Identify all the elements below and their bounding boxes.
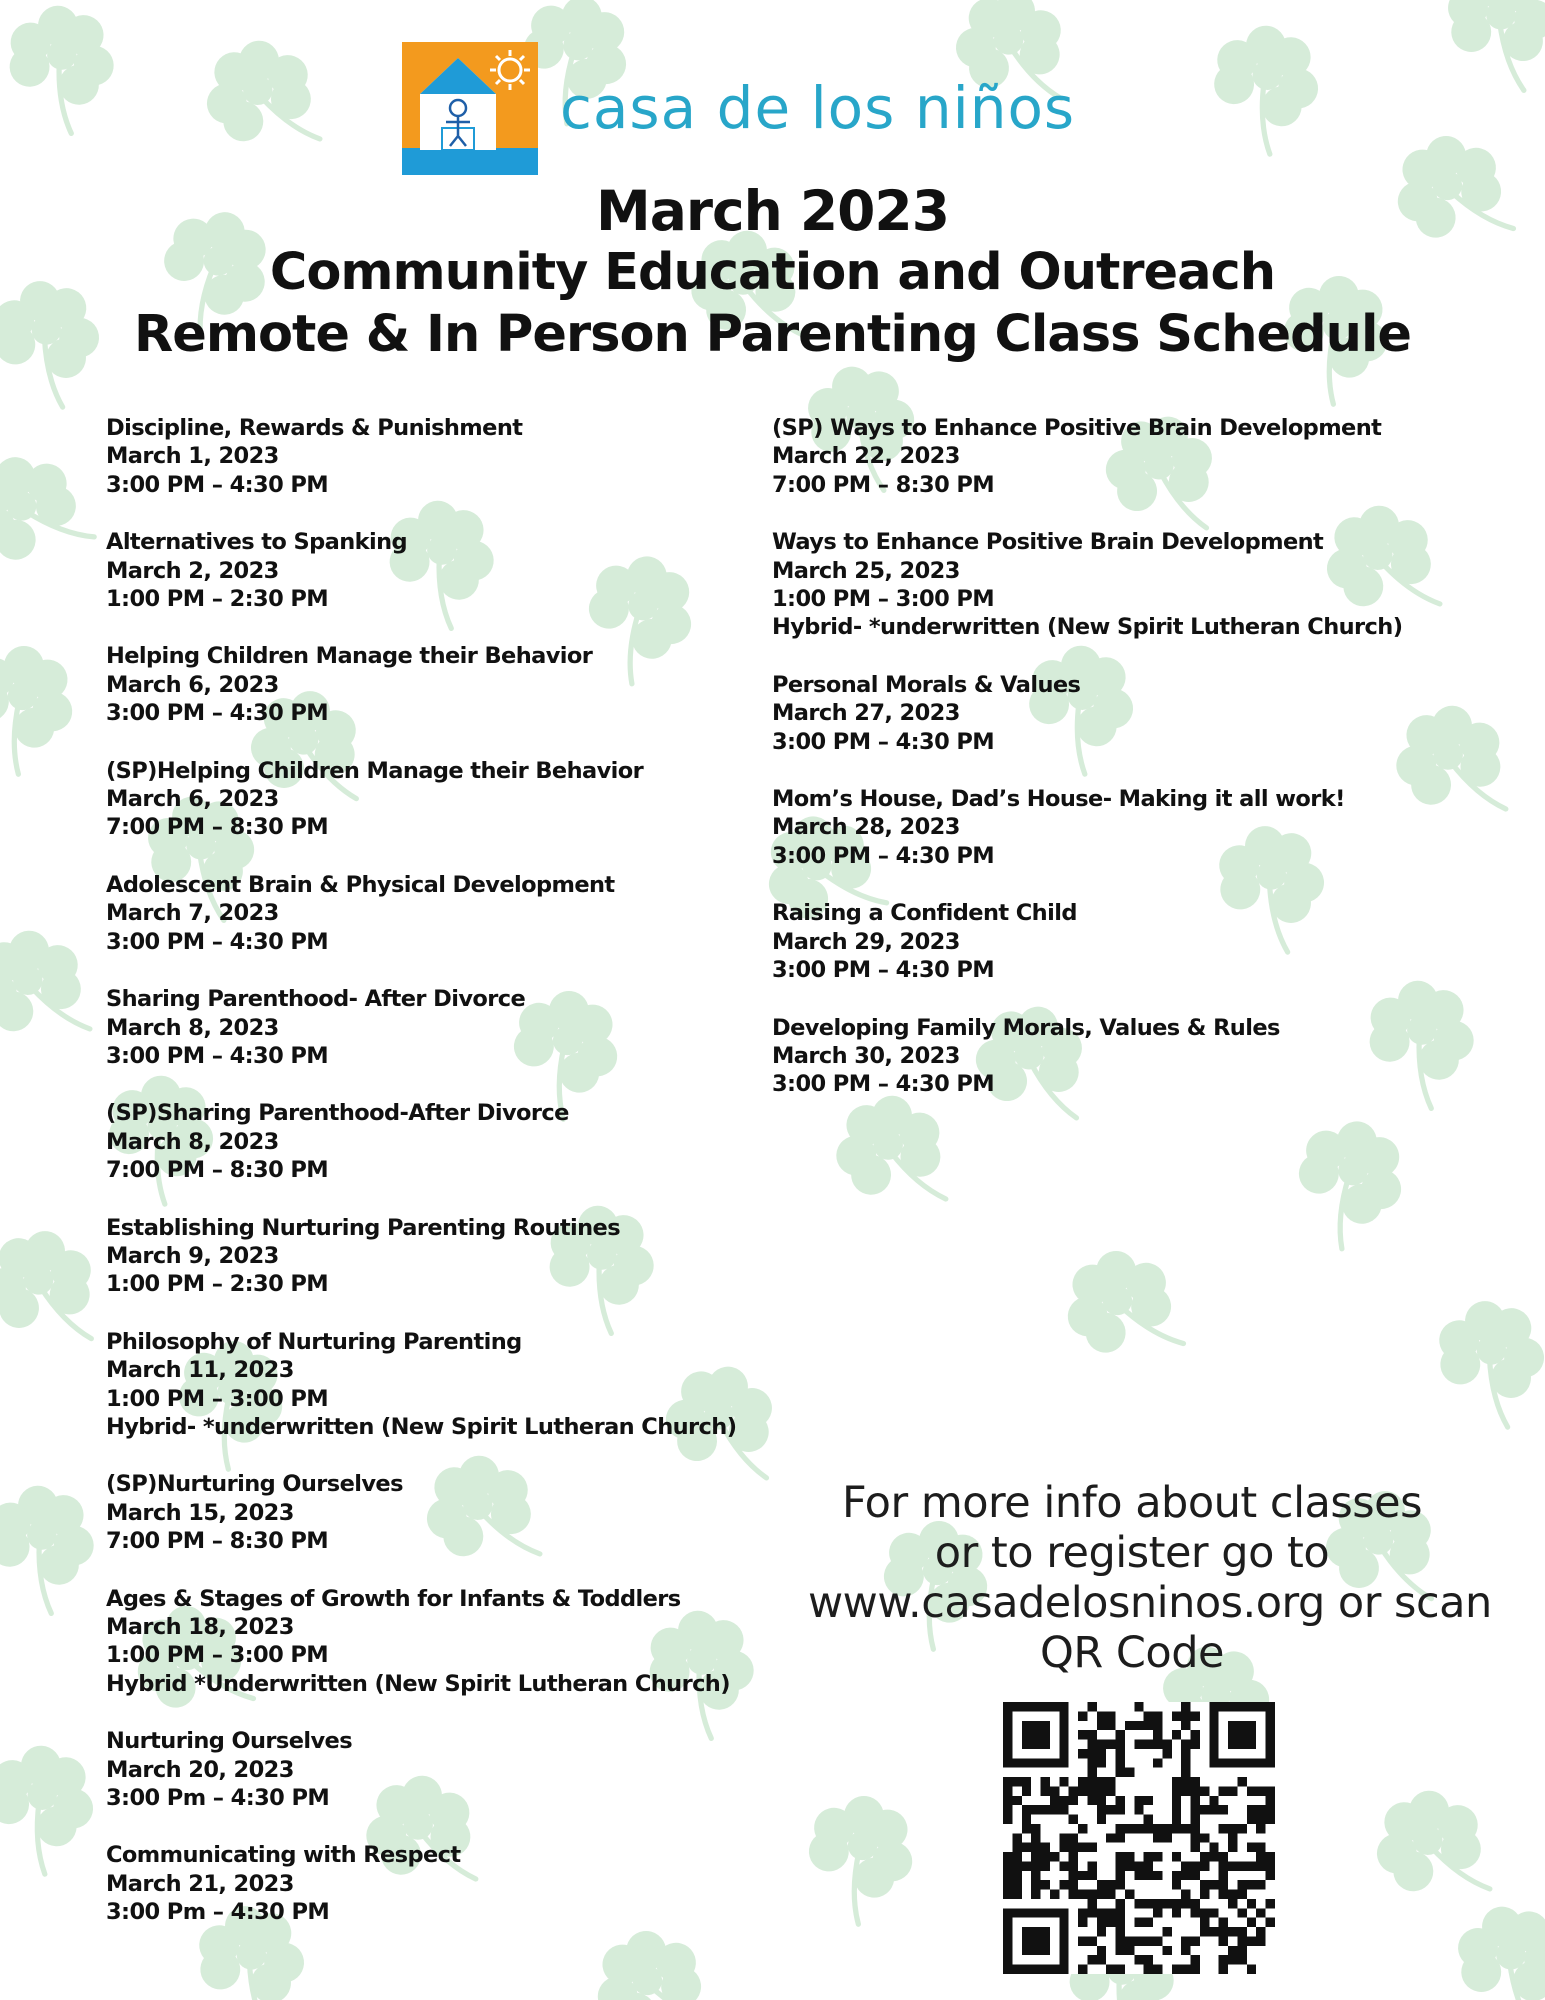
session-note: Hybrid *Underwritten (New Spirit Lutheran Church): [106, 1670, 730, 1697]
session-time: 3:00 PM – 4:30 PM: [106, 928, 329, 955]
class-session: [106, 1328, 746, 1442]
page-title: [0, 180, 1545, 366]
session-time: 1:00 PM – 3:00 PM: [106, 1642, 329, 1669]
class-session: [772, 528, 1492, 642]
qr-code-icon[interactable]: [1003, 1702, 1275, 1974]
session-date: March 8, 2023: [106, 1128, 279, 1155]
shamrock-icon: [1446, 1900, 1545, 2000]
info-line: QR Code: [1040, 1628, 1224, 1678]
class-session: [106, 528, 746, 613]
shamrock-icon: [0, 629, 92, 783]
session-time: 1:00 PM – 2:30 PM: [106, 586, 329, 613]
class-session: [106, 985, 746, 1070]
session-time: 7:00 PM – 8:30 PM: [106, 1157, 329, 1184]
session-title: Nurturing Ourselves: [106, 1728, 353, 1755]
session-date: March 11, 2023: [106, 1357, 294, 1384]
session-title: (SP)Nurturing Ourselves: [106, 1471, 403, 1498]
class-session: [106, 1727, 746, 1812]
session-date: March 29, 2023: [772, 928, 960, 955]
session-title: Adolescent Brain & Physical Development: [106, 871, 615, 898]
session-date: March 18, 2023: [106, 1614, 294, 1640]
session-time: 7:00 PM – 8:30 PM: [106, 1528, 329, 1555]
session-time: 1:00 PM – 3:00 PM: [772, 586, 995, 613]
session-title: (SP)Sharing Parenthood-After Divorce: [106, 1100, 569, 1127]
session-time: 3:00 PM – 4:30 PM: [772, 957, 995, 984]
session-time: 3:00 PM – 4:30 PM: [772, 1071, 995, 1098]
class-session: [106, 757, 746, 842]
session-note: Hybrid- *underwritten (New Spirit Lutheran Church): [106, 1413, 737, 1440]
session-date: March 1, 2023: [106, 443, 279, 470]
shamrock-icon: [1189, 11, 1335, 162]
session-time: 1:00 PM – 3:00 PM: [106, 1385, 329, 1412]
shamrock-icon: [0, 916, 106, 1067]
session-date: March 7, 2023: [106, 900, 279, 927]
session-title: Sharing Parenthood- After Divorce: [106, 986, 526, 1013]
session-time: 3:00 PM – 4:30 PM: [772, 728, 995, 755]
session-time: 1:00 PM – 2:30 PM: [106, 1271, 329, 1298]
shamrock-icon: [0, 436, 108, 594]
shamrock-icon: [1360, 1776, 1506, 1927]
shamrock-icon: [0, 0, 128, 139]
schedule-column-left: [106, 414, 746, 1956]
session-date: March 8, 2023: [106, 1014, 279, 1041]
class-session: [106, 642, 746, 727]
session-time: 3:00 PM – 4:30 PM: [772, 842, 995, 869]
class-session: [772, 785, 1492, 870]
class-session: [106, 1585, 746, 1699]
shamrock-icon: [1436, 0, 1545, 93]
info-line[interactable]: www.casadelosninos.org or scan: [808, 1578, 1492, 1628]
class-session: [106, 1214, 746, 1299]
house-logo-icon: [402, 42, 538, 175]
class-session: [772, 671, 1492, 756]
session-date: March 9, 2023: [106, 1242, 279, 1269]
session-title: Alternatives to Spanking: [106, 529, 408, 556]
session-title: Helping Children Manage their Behavior: [106, 643, 593, 670]
info-line: For more info about classes: [841, 1478, 1423, 1528]
session-date: March 28, 2023: [772, 814, 960, 841]
shamrock-icon: [0, 1473, 108, 1619]
class-session: [106, 1099, 746, 1184]
session-title: Ways to Enhance Positive Brain Development: [772, 529, 1324, 556]
session-time: 3:00 PM – 4:30 PM: [106, 1042, 329, 1069]
title-schedule: Remote & In Person Parenting Class Schedule: [133, 305, 1412, 364]
session-title: Mom’s House, Dad’s House- Making it all work!: [772, 786, 1345, 813]
session-title: Raising a Confident Child: [772, 900, 1077, 927]
shamrock-icon: [1421, 1291, 1545, 1431]
shamrock-icon: [1048, 1234, 1199, 1388]
session-time: 3:00 PM – 4:30 PM: [106, 700, 329, 727]
info-line: or to register go to: [934, 1528, 1330, 1578]
session-title: Developing Family Morals, Values & Rules: [772, 1014, 1280, 1041]
session-title: Establishing Nurturing Parenting Routines: [106, 1214, 621, 1241]
session-time: 3:00 Pm – 4:30 PM: [106, 1785, 330, 1812]
session-date: March 6, 2023: [106, 786, 279, 813]
registration-info: [808, 1478, 1492, 1678]
session-time: 3:00 PM – 4:30 PM: [106, 471, 329, 498]
session-date: March 15, 2023: [106, 1499, 294, 1526]
class-session: [106, 1841, 746, 1926]
title-program: Community Education and Outreach: [269, 243, 1276, 302]
session-date: March 20, 2023: [106, 1756, 294, 1783]
session-date: March 2, 2023: [106, 557, 279, 584]
session-time: 7:00 PM – 8:30 PM: [772, 471, 995, 498]
session-time: 7:00 PM – 8:30 PM: [106, 814, 329, 841]
session-date: March 6, 2023: [106, 671, 279, 698]
session-title: Discipline, Rewards & Punishment: [106, 415, 523, 441]
session-title: Ages & Stages of Growth for Infants & Toddlers: [106, 1585, 681, 1612]
session-time: 3:00 Pm – 4:30 PM: [106, 1899, 330, 1926]
shamrock-icon: [781, 1779, 932, 1933]
session-date: March 30, 2023: [772, 1042, 960, 1069]
title-month: March 2023: [596, 179, 949, 243]
brand-logo: [402, 42, 1162, 177]
class-session: [772, 414, 1492, 499]
class-session: [106, 1470, 746, 1555]
shamrock-icon: [0, 1221, 109, 1361]
shamrock-icon: [0, 1731, 110, 1882]
session-title: (SP) Ways to Enhance Positive Brain Development: [772, 415, 1382, 441]
session-note: Hybrid- *underwritten (New Spirit Lutheran Church): [772, 614, 1403, 641]
brand-name: casa de los niños: [560, 74, 1076, 142]
session-date: March 22, 2023: [772, 443, 960, 470]
session-date: March 21, 2023: [106, 1870, 294, 1897]
session-date: March 25, 2023: [772, 557, 960, 584]
class-session: [772, 1014, 1492, 1099]
class-session: [106, 871, 746, 956]
session-title: Personal Morals & Values: [772, 671, 1081, 698]
class-session: [106, 414, 746, 499]
session-date: March 27, 2023: [772, 700, 960, 727]
session-title: Philosophy of Nurturing Parenting: [106, 1328, 522, 1355]
shamrock-icon: [190, 26, 336, 177]
session-title: Communicating with Respect: [106, 1842, 461, 1869]
schedule-column-right: [772, 414, 1492, 1128]
class-session: [772, 899, 1492, 984]
session-title: (SP)Helping Children Manage their Behavior: [106, 757, 644, 784]
